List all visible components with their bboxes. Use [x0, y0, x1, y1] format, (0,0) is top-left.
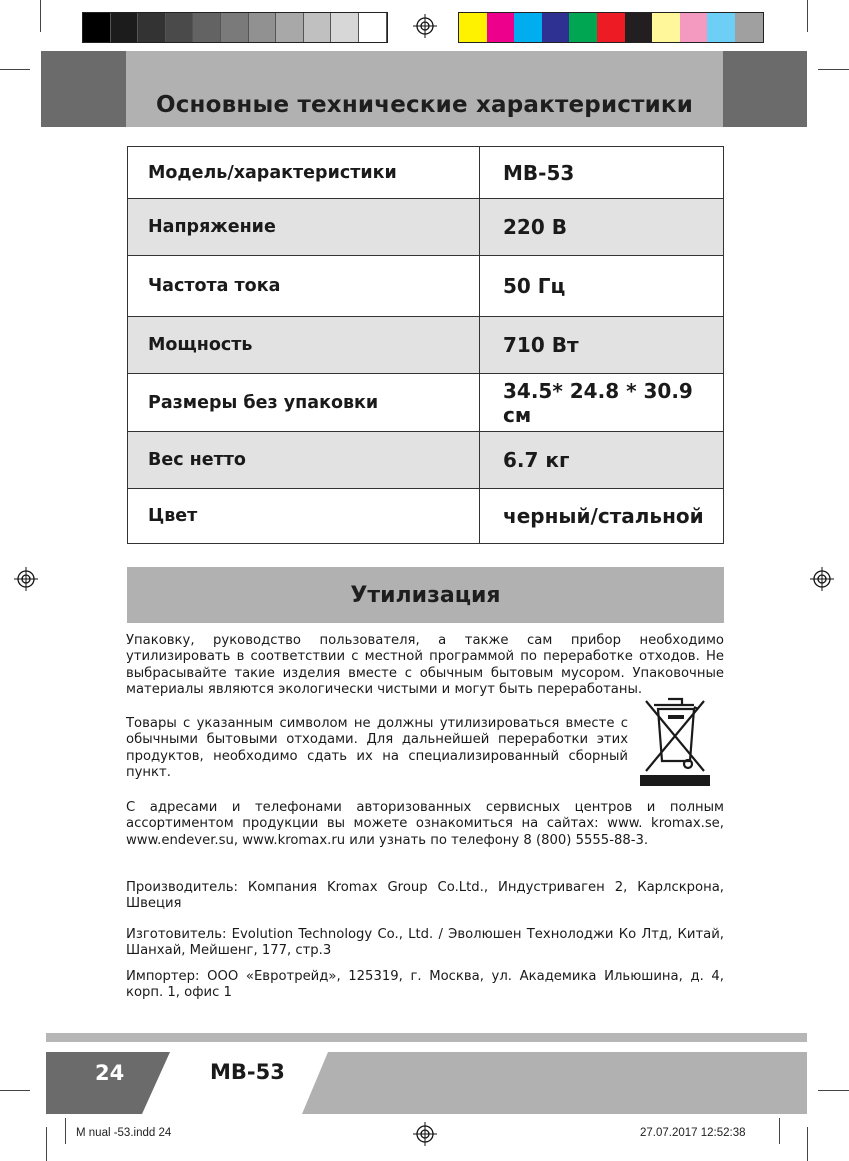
spec-value: 220 В: [503, 215, 567, 239]
color-swatch: [597, 13, 625, 42]
crop-mark: [0, 1090, 30, 1091]
color-swatch: [652, 13, 680, 42]
slug-datetime: 27.07.2017 12:52:38: [640, 1127, 746, 1139]
crop-mark: [779, 1118, 780, 1144]
spec-label: Вес нетто: [128, 432, 480, 488]
footer-model: MB-53: [210, 1060, 285, 1084]
table-row: [128, 199, 723, 256]
disposal-paragraph: Упаковку, руководство пользователя, а также сам прибор необходимо утилизировать в соответствии с местной программой по переработке отходов. Не выбрасывайте такие изделия вместе с обычным бытовым мусором. Упаковочные материалы являются экологически чистыми и могут быть переработаны.: [126, 633, 724, 697]
spec-label: Мощность: [128, 317, 480, 373]
color-swatch: [625, 13, 653, 42]
process-color-bar: [458, 12, 764, 43]
grayscale-color-bar: [82, 12, 388, 43]
crop-mark: [40, 0, 41, 32]
crop-mark: [65, 1118, 66, 1144]
table-row: [128, 432, 723, 489]
table-row: [128, 147, 723, 199]
color-swatch: [542, 13, 570, 42]
registration-mark-icon: [14, 567, 38, 591]
color-swatch: [487, 13, 515, 42]
crop-mark: [0, 69, 30, 70]
spec-label: Размеры без упаковки: [128, 374, 480, 431]
spec-value: 710 Вт: [503, 333, 579, 357]
manufacturer-paragraph: Производитель: Компания Kromax Group Co.Ltd., Индустриваген 2, Карлскрона, Швеция: [126, 880, 724, 912]
service-paragraph: С адресами и телефонами авторизованных сервисных центров и полным ассортиментом продукции вы можете ознакомиться на сайтах: www. kromax.se, www.endever.su, www.kromax.ru или узнать по телефону 8 (800) 5555-88-3.: [126, 800, 724, 848]
spec-value: 50 Гц: [503, 274, 566, 298]
gray-swatch: [193, 13, 221, 42]
importer-paragraph: Импортер: ООО «Евротрейд», 125319, г. Москва, ул. Академика Ильюшина, д. 4, корп. 1, офис 1: [126, 969, 724, 1001]
color-swatch: [514, 13, 542, 42]
gray-swatch: [276, 13, 304, 42]
color-swatch: [707, 13, 735, 42]
page-number: 24: [95, 1061, 125, 1085]
color-swatch: [735, 13, 763, 42]
symbol-paragraph: Товары с указанным символом не должны утилизироваться вместе с обычными бытовыми отходами. Для дальнейшей переработки этих продуктов, необходимо сдать их на специализированный сборный пункт.: [126, 716, 628, 780]
spec-value: MB-53: [503, 160, 575, 185]
crop-mark: [807, 1127, 808, 1161]
gray-swatch: [249, 13, 277, 42]
gray-swatch: [166, 13, 194, 42]
spec-label: Частота тока: [128, 256, 480, 316]
registration-mark-icon: [810, 567, 834, 591]
footer-rule: [46, 1033, 807, 1042]
gray-swatch: [221, 13, 249, 42]
spec-value: 6.7 кг: [503, 448, 570, 472]
crop-mark: [818, 1090, 849, 1091]
spec-value: черный/стальной: [503, 504, 704, 528]
gray-swatch: [331, 13, 359, 42]
header-right-block: [723, 51, 807, 127]
gray-swatch: [304, 13, 332, 42]
page-title: Основные технические характеристики: [155, 92, 694, 118]
color-swatch: [569, 13, 597, 42]
table-row: [128, 374, 723, 432]
footer-bands: [46, 1052, 807, 1114]
spec-value: 34.5* 24.8 * 30.9 см: [503, 378, 693, 427]
registration-mark-icon: [413, 14, 437, 38]
gray-swatch: [359, 13, 387, 42]
spec-label: Модель/характеристики: [128, 147, 480, 198]
header-left-block: [41, 51, 126, 127]
slug-filename: M nual -53.indd 24: [76, 1127, 172, 1139]
spec-label: Напряжение: [128, 199, 480, 255]
table-row: [128, 256, 723, 317]
crop-mark: [807, 0, 808, 32]
spec-label: Цвет: [128, 489, 480, 543]
producer-paragraph: Изготовитель: Evolution Technology Co., Ltd. / Эволюшен Технолоджи Ко Лтд, Китай, Шанхай, Мейшенг, 177, стр.3: [126, 927, 724, 959]
registration-mark-icon: [413, 1122, 437, 1146]
crossed-bin-icon: [640, 695, 710, 787]
crop-mark: [46, 1127, 47, 1161]
spec-table: [127, 146, 724, 544]
color-swatch: [680, 13, 708, 42]
section-title: Утилизация: [350, 583, 501, 608]
gray-swatch: [138, 13, 166, 42]
crop-mark: [818, 69, 849, 70]
gray-swatch: [111, 13, 139, 42]
color-swatch: [459, 13, 487, 42]
table-row: [128, 317, 723, 374]
table-row: [128, 489, 723, 543]
gray-swatch: [83, 13, 111, 42]
